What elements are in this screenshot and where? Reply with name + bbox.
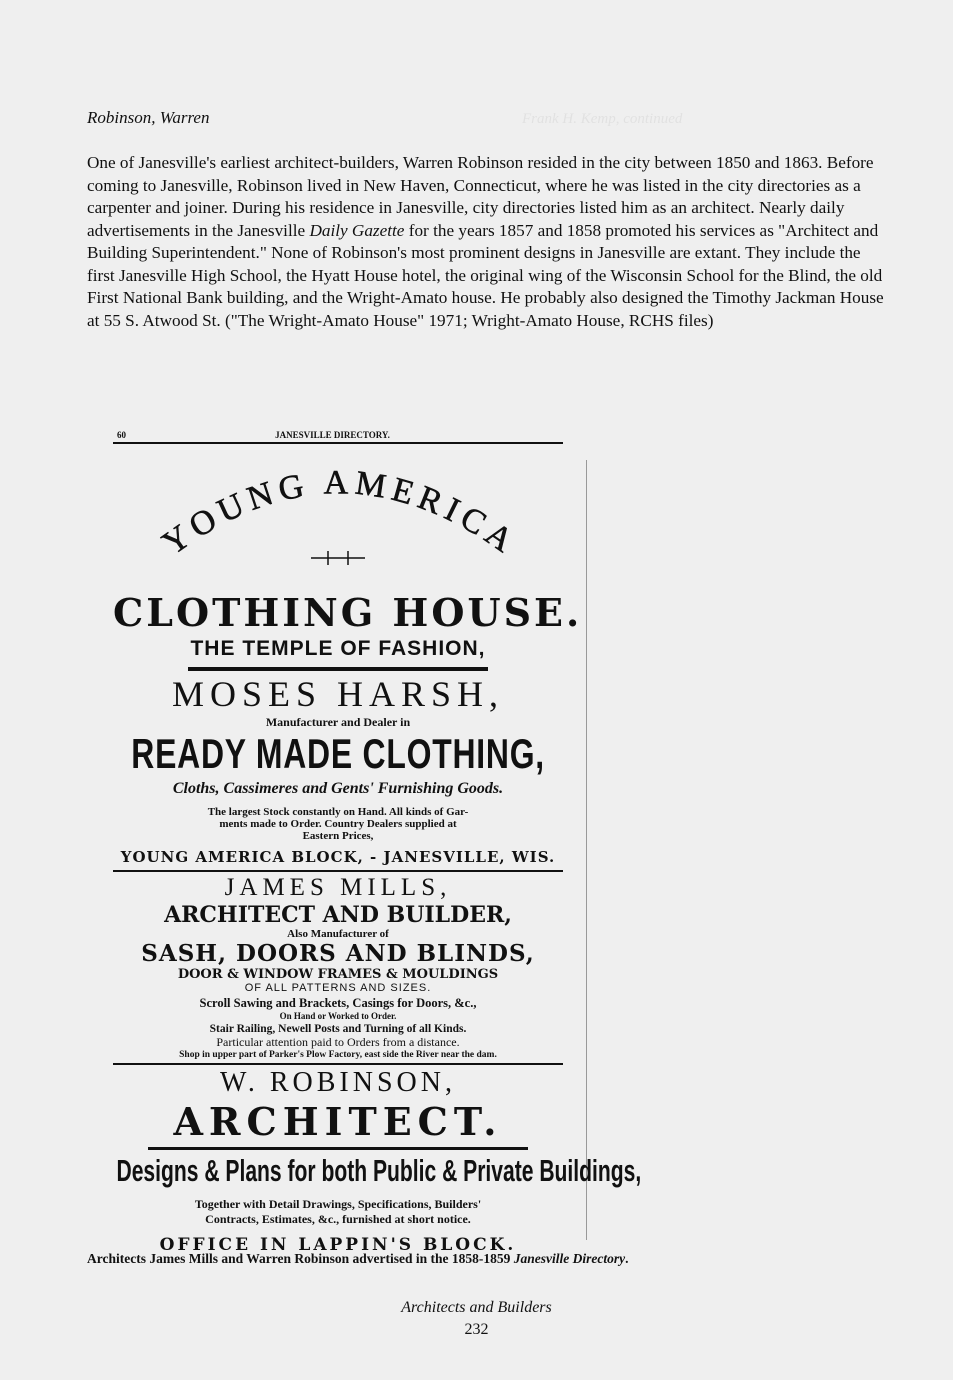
directory-advertisement — [113, 430, 642, 1255]
particular-attention: Particular attention paid to Orders from a distance. — [216, 1035, 460, 1049]
w-robinson: W. ROBINSON, — [220, 1067, 456, 1098]
directory-page-header — [113, 430, 563, 440]
column-divider — [586, 460, 587, 1240]
scroll-sawing: Scroll Sawing and Brackets, Casings for Doors, &c., — [199, 996, 477, 1010]
on-hand: On Hand or Worked to Order. — [279, 1011, 397, 1021]
caption-text: Architects James Mills and Warren Robinson advertised in the 1858-1859 — [87, 1251, 514, 1266]
rule — [113, 1063, 563, 1065]
moses-harsh: MOSES HARSH, — [171, 674, 505, 714]
rule — [113, 870, 563, 872]
heavy-rule — [188, 667, 488, 671]
together-line-1: Together with Detail Drawings, Specifications, Builders' — [194, 1197, 482, 1211]
sash-doors-blinds: SASH, DOORS AND BLINDS, — [141, 940, 535, 967]
rule — [113, 442, 563, 444]
ornament — [311, 551, 365, 565]
page-number: 232 — [464, 1321, 489, 1338]
biography-text-2: for the years 1857 and 1858 promoted his services as "Architect and Building Superintendent." None of Robinson's most prominent designs in Janesville are extant. They include the first Janesville High School, the Hyatt House hotel, the original wing of the Wisconsin School for the Blind, the old First National Bank building, and the Wright-Amato house. He probably also designed the Timothy Jackman House at 55 S. Atwood St. ("The Wright-Amato House" 1971; Wright-Amato House, RCHS files) — [87, 220, 884, 330]
door-window-frames: DOOR & WINDOW FRAMES & MOULDINGS — [177, 967, 499, 982]
stair-railing: Stair Railing, Newell Posts and Turning of all Kinds. — [209, 1023, 467, 1035]
temple-of-fashion: THE TEMPLE OF FASHION, — [190, 637, 486, 660]
directory-title: JANESVILLE DIRECTORY. — [275, 430, 390, 440]
stock-line-1: The largest Stock constantly on Hand. All kinds of Gar- — [207, 806, 469, 818]
young-america-arc — [113, 446, 563, 596]
young-america-text: YOUNG AMERICA — [156, 464, 525, 563]
patterns-line: OF ALL PATTERNS AND SIZES. — [244, 982, 432, 994]
bleed-through-text: Frank H. Kemp, continued — [522, 111, 683, 127]
ready-made-wrap — [113, 730, 563, 778]
cloths-line: Cloths, Cassimeres and Gents' Furnishing Goods. — [172, 780, 504, 797]
biography-italic: Daily Gazette — [309, 220, 405, 240]
also-manufacturer: Also Manufacturer of — [287, 928, 389, 940]
ready-made-clothing: READY MADE CLOTHING, — [131, 730, 545, 777]
designs-wrap — [113, 1153, 642, 1189]
caption-end: . — [625, 1251, 629, 1266]
office-location: OFFICE IN LAPPIN'S BLOCK. — [159, 1235, 517, 1255]
shop-location: Shop in upper part of Parker's Plow Factory, east side the River near the dam. — [179, 1050, 497, 1060]
heavy-rule — [148, 1147, 528, 1150]
architect-title: ARCHITECT. — [173, 1099, 503, 1144]
james-mills: JAMES MILLS, — [224, 874, 452, 901]
together-line-2: Contracts, Estimates, &c., furnished at short notice. — [205, 1212, 471, 1226]
entry-heading: Robinson, Warren — [87, 108, 210, 127]
designs-plans: Designs & Plans for both Public & Private Buildings, — [116, 1153, 642, 1188]
footer-title: Architects and Builders — [401, 1299, 552, 1316]
biography-paragraph — [87, 152, 887, 332]
clothing-house-title: CLOTHING HOUSE. — [113, 590, 583, 635]
caption-italic: Janesville Directory — [513, 1251, 626, 1266]
young-america-block: YOUNG AMERICA BLOCK, - JANESVILLE, WIS. — [120, 848, 556, 866]
manufacturer-line: Manufacturer and Dealer in — [265, 715, 411, 729]
stock-line-2: ments made to Order. Country Dealers supplied at — [219, 818, 457, 830]
architect-and-builder: ARCHITECT AND BUILDER, — [164, 902, 512, 928]
stock-line-3: Eastern Prices, — [302, 830, 374, 842]
advertisement-caption — [87, 1251, 629, 1267]
biography-text-1: One of Janesville's earliest architect-builders, Warren Robinson resided in the city between 1850 and 1863. Before coming to Janesville, Robinson lived in New Haven, Connecticut, where he was listed in the city directories as a carpenter and joiner. During his residence in Janesville, city directories listed him as an architect. Nearly daily advertisements in the Janesville — [87, 153, 874, 240]
directory-page-number: 60 — [117, 430, 126, 440]
